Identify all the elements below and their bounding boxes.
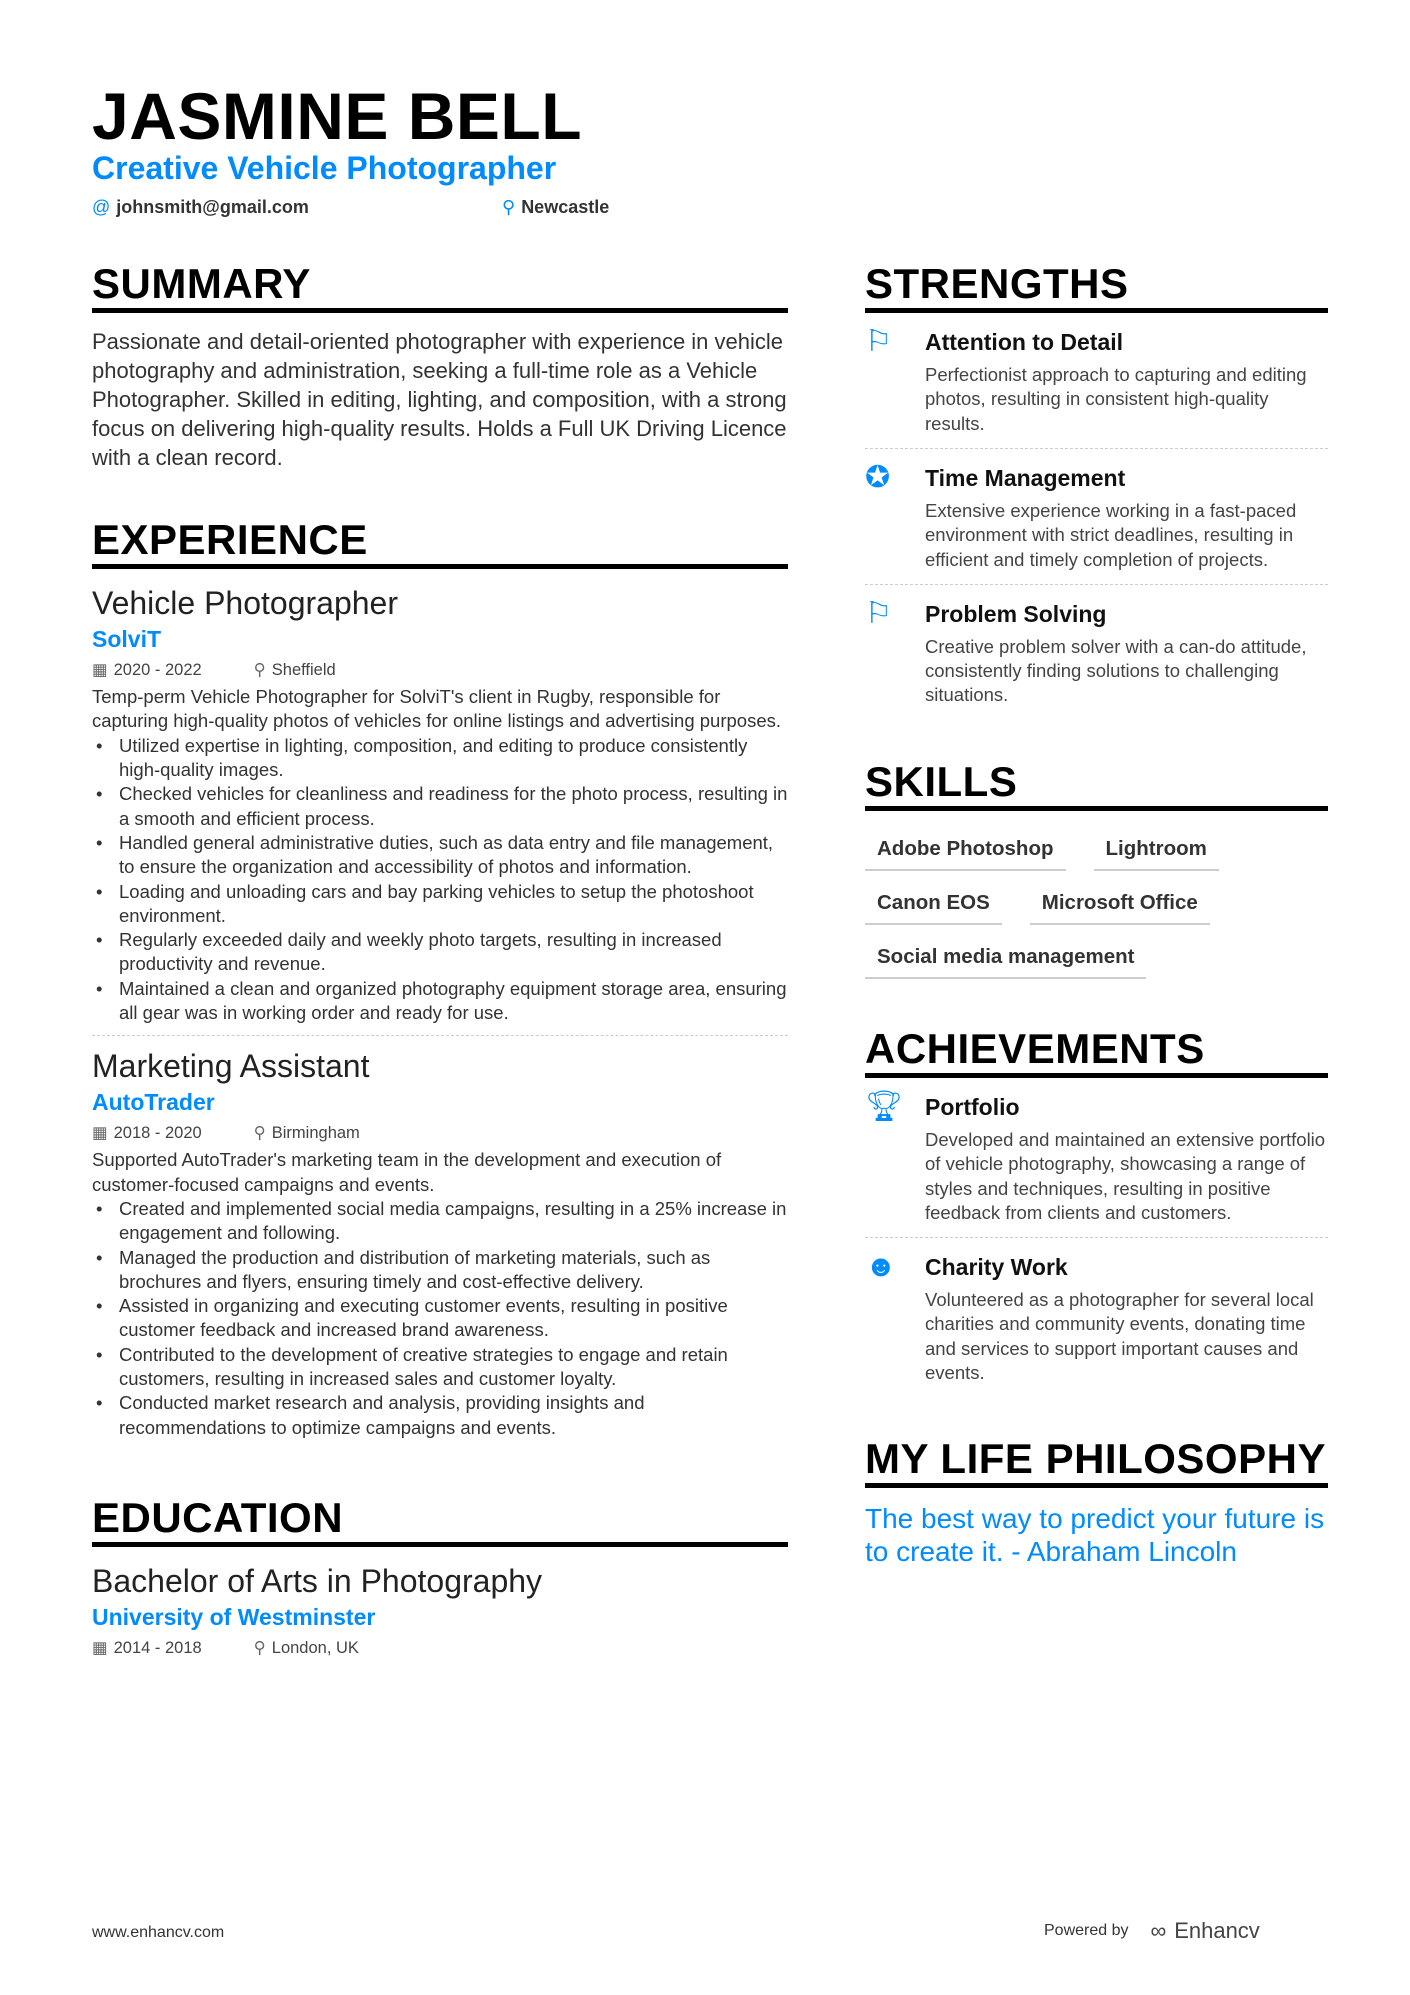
item-description: Perfectionist approach to capturing and editing photos, resulting in consistent high-quality results. <box>925 364 1307 434</box>
bullet-item: • Assisted in organizing and executing customer events, resulting in positive customer feedback and increased brand awareness. <box>92 1294 788 1343</box>
enhancv-logo-icon: ∞ <box>1150 1918 1167 1943</box>
skill-tag: Microsoft Office <box>1030 885 1210 925</box>
strengths-item <box>865 449 1328 585</box>
email-contact[interactable] <box>92 197 309 218</box>
company-name: SolviT <box>92 626 162 653</box>
strengths-item <box>865 585 1328 720</box>
trophy-icon: 🏆︎ <box>865 1089 904 1123</box>
map-pin-icon: ⚲ <box>253 661 266 680</box>
flag-icon: ⚐ <box>865 596 892 630</box>
job-entry <box>92 1035 788 1450</box>
medal-icon: ✪ <box>865 460 891 494</box>
strengths-item <box>865 313 1328 449</box>
section-heading: EDUCATION <box>92 1496 788 1547</box>
school: University of Westminster <box>92 1604 376 1630</box>
item-description: Developed and maintained an extensive portfolio of vehicle photography, showcasing a range of styles and techniques, resulting in positive feedback from clients and customers. <box>925 1128 1326 1223</box>
job-description: Supported AutoTrader's marketing team in the development and execution of customer-focused campaigns and events. <box>92 1149 722 1195</box>
item-title: Charity Work <box>925 1254 1068 1281</box>
item-description: Volunteered as a photographer for several local charities and community events, donating time and services to support important causes and events. <box>925 1289 1314 1384</box>
bullet-item: • Handled general administrative duties, such as data entry and file management, to ensure the organization and accessibility of photos and information. <box>92 831 788 880</box>
job-location: Birmingham <box>271 1124 360 1143</box>
brand-name: Enhancv <box>1174 1918 1260 1943</box>
bullet-item: • Contributed to the development of creative strategies to engage and retain customers, resulting in increased sales and customer loyalty. <box>92 1343 788 1392</box>
bullet-item: • Utilized expertise in lighting, composition, and editing to produce consistently high-quality images. <box>92 734 788 783</box>
achievements-item <box>865 1238 1328 1397</box>
bullet-item: • Checked vehicles for cleanliness and readiness for the photo process, resulting in a smooth and efficient process. <box>92 782 788 831</box>
philosophy-quote: The best way to predict your future is to create it. - Abraham Lincoln <box>865 1503 1325 1568</box>
at-icon: @ <box>92 197 111 217</box>
skill-tag: Social media management <box>865 939 1146 979</box>
job-bullets <box>92 1197 788 1440</box>
job-location: Sheffield <box>271 661 336 680</box>
section-heading: SKILLS <box>865 760 1328 811</box>
enhancv-logo <box>1151 1918 1260 1944</box>
section-heading: ACHIEVEMENTS <box>865 1027 1328 1078</box>
bullet-item: • Loading and unloading cars and bay parking vehicles to setup the photoshoot environment. <box>92 880 788 929</box>
map-pin-icon: ⚲ <box>253 1124 266 1143</box>
bullet-item: • Created and implemented social media campaigns, resulting in a 25% increase in engagement and following. <box>92 1197 788 1246</box>
job-description: Temp-perm Vehicle Photographer for SolviT's client in Rugby, responsible for capturing high-quality photos of vehicles for online listings and advertising purposes. <box>92 686 782 732</box>
job-dates: 2018 - 2020 <box>113 1124 202 1143</box>
right-column <box>865 262 1328 1568</box>
item-title: Time Management <box>925 464 1126 491</box>
achievements-section <box>865 1024 1328 1397</box>
head-icon: ☻ <box>865 1250 897 1284</box>
flag-icon: ⚐ <box>865 325 892 359</box>
location-contact <box>502 197 609 218</box>
section-heading: SUMMARY <box>92 262 788 313</box>
edu-dates: 2014 - 2018 <box>113 1639 202 1657</box>
email-text: johnsmith@gmail.com <box>116 197 309 217</box>
candidate-name: JASMINE BELL <box>92 79 583 153</box>
edu-location: London, UK <box>271 1639 359 1657</box>
item-title: Problem Solving <box>925 600 1107 627</box>
calendar-icon: ▦ <box>92 661 108 680</box>
job-title: Marketing Assistant <box>92 1048 370 1085</box>
skills-section <box>865 757 1328 979</box>
bullet-item: • Maintained a clean and organized photography equipment storage area, ensuring all gear was in working order and ready for use. <box>92 977 788 1026</box>
location-text: Newcastle <box>521 197 610 217</box>
item-description: Creative problem solver with a can-do attitude, consistently finding solutions to challenging situations. <box>925 635 1307 706</box>
calendar-icon: ▦ <box>92 1124 108 1143</box>
strengths-section <box>865 262 1328 720</box>
powered-by: Powered by <box>1044 1922 1129 1939</box>
education-section <box>92 1493 788 1663</box>
skill-tag: Lightroom <box>1094 831 1219 871</box>
job-entry <box>92 583 788 1035</box>
candidate-title: Creative Vehicle Photographer <box>92 150 557 186</box>
left-column <box>92 262 788 1663</box>
achievements-item <box>865 1078 1328 1238</box>
company-name: AutoTrader <box>92 1089 215 1116</box>
summary-text: Passionate and detail-oriented photographer with experience in vehicle photography and administration, seeking a full-time role as a Vehicle Photographer. Skilled in editing, lighting, and composition, with a strong focus on delivering high-quality results. Holds a Full UK Driving Licence with a clean record. <box>92 329 787 471</box>
summary-section <box>92 262 788 472</box>
section-heading: STRENGTHS <box>865 262 1328 313</box>
map-pin-icon: ⚲ <box>253 1639 266 1657</box>
job-title: Vehicle Photographer <box>92 585 398 622</box>
footer-branding <box>1044 1918 1260 1944</box>
bullet-item: • Regularly exceeded daily and weekly photo targets, resulting in increased productivity and revenue. <box>92 928 788 977</box>
bullet-item: • Conducted market research and analysis, providing insights and recommendations to optimize campaigns and events. <box>92 1391 788 1440</box>
job-dates: 2020 - 2022 <box>113 661 202 680</box>
bullet-item: • Managed the production and distribution of marketing materials, such as brochures and flyers, ensuring timely and cost-effective delivery. <box>92 1246 788 1295</box>
item-title: Portfolio <box>925 1093 1020 1120</box>
degree: Bachelor of Arts in Photography <box>92 1563 543 1599</box>
philosophy-section <box>865 1437 1328 1568</box>
skill-tag: Adobe Photoshop <box>865 831 1066 871</box>
footer-website[interactable]: www.enhancv.com <box>92 1924 225 1941</box>
experience-section <box>92 518 788 1450</box>
item-title: Attention to Detail <box>925 329 1124 356</box>
section-heading: EXPERIENCE <box>92 518 788 569</box>
skill-tag: Canon EOS <box>865 885 1002 925</box>
map-pin-icon: ⚲ <box>502 197 516 217</box>
calendar-icon: ▦ <box>92 1639 108 1657</box>
item-description: Extensive experience working in a fast-paced environment with strict deadlines, resulting in efficient and timely completion of projects. <box>925 499 1297 570</box>
section-heading: MY LIFE PHILOSOPHY <box>865 1437 1328 1488</box>
job-bullets <box>92 734 788 1026</box>
